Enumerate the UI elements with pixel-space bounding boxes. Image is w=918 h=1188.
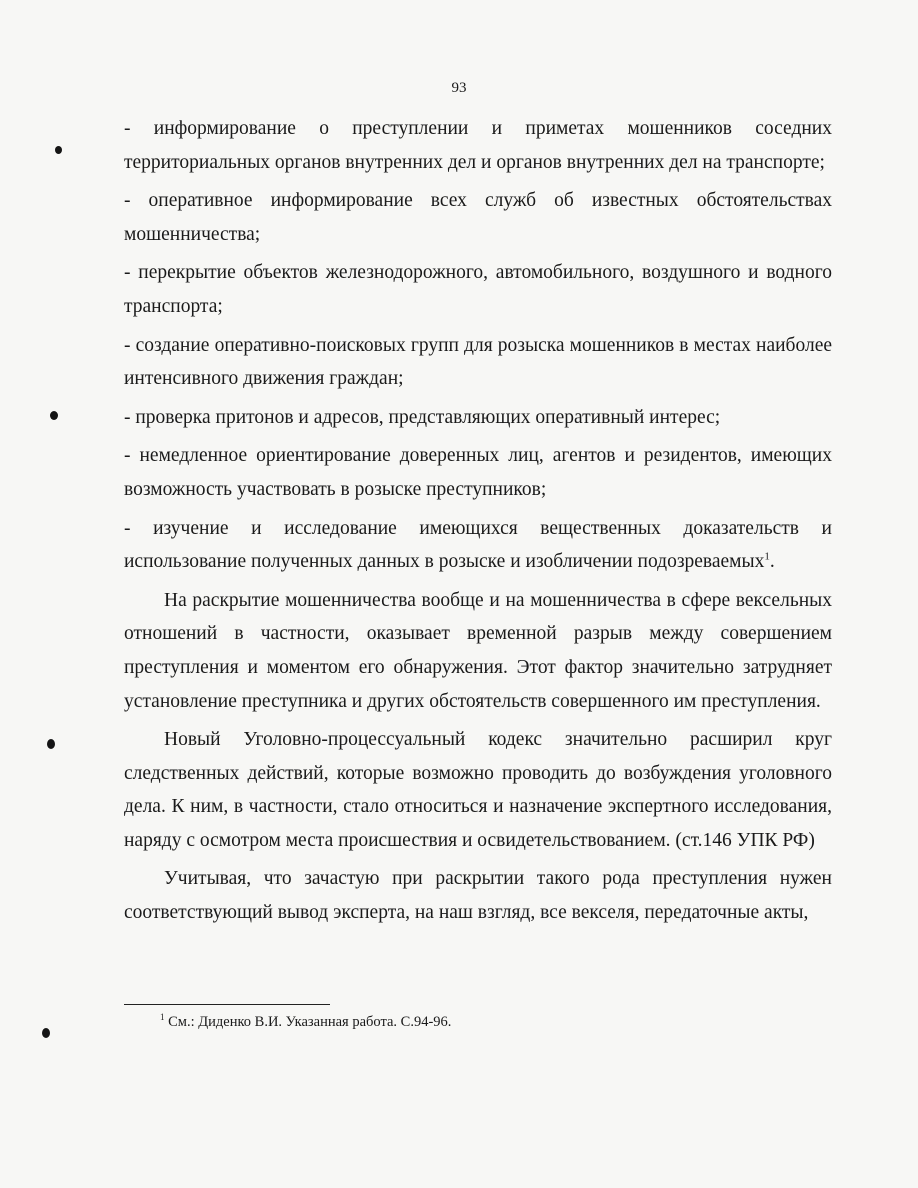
list-item: - оперативное информирование всех служб об известных обстоятельствах мошенничества; [124,190,832,245]
list-item: - немедленное ориентирование доверенных лиц, агентов и резидентов, имеющих возможность участвовать в розыске преступников; [124,445,832,500]
footnote-separator [124,1004,330,1005]
page-number: 93 [451,80,467,96]
footnote-mark: 1 [160,1012,165,1023]
footnote-reference[interactable]: 1 [764,550,770,563]
list-item: - создание оперативно-поисковых групп для розыска мошенников в местах наиболее интенсивного движения граждан; [124,334,832,390]
footnote [160,1013,451,1031]
scan-punch-mark [47,739,55,749]
page-body [124,112,832,935]
body-paragraph: Учитывая, что зачастую при раскрытии такого рода преступления нужен соответствующий вывод эксперта, на наш взгляд, все векселя, передаточные акты, [124,868,832,924]
body-paragraph: Новый Уголовно-процессуальный кодекс значительно расширил круг следственных действий, которые возможно проводить до возбуждения уголовного дела. К ним, в частности, стало относиться и назначение экспертного исследования, наряду с осмотром места происшествия и освидетельствованием. (ст.146 УПК РФ) [124,729,832,851]
scan-punch-mark [42,1028,50,1038]
list-item-with-footnote: - изучение и исследование имеющихся вещественных доказательств и использование полученных данных в розыске и изобличении подозреваемых$^1$. [124,517,832,573]
scan-punch-mark [55,146,62,154]
list-item-text: - изучение и исследование имеющихся вещественных доказательств и использование полученных данных в розыске и изобличении подозреваемых [124,517,832,573]
body-paragraph: На раскрытие мошенничества вообще и на мошенничества в сфере вексельных отношений в частности, оказывает временной разрыв между совершением преступления и моментом его обнаружения. Этот фактор значительно затрудняет установление преступника и других обстоятельств совершенного им преступления. [124,589,832,712]
scan-punch-mark [50,411,58,420]
list-item: - перекрытие объектов железнодорожного, автомобильного, воздушного и водного транспорта; [124,262,832,317]
list-item: - информирование о преступлении и приметах мошенников соседних территориальных органов внутренних дел и органов внутренних дел на транспорте; [124,118,832,173]
footnote-text: См.: Диденко В.И. Указанная работа. С.94-96. [168,1014,452,1030]
list-item: - проверка притонов и адресов, представляющих оперативный интерес; [124,406,721,428]
